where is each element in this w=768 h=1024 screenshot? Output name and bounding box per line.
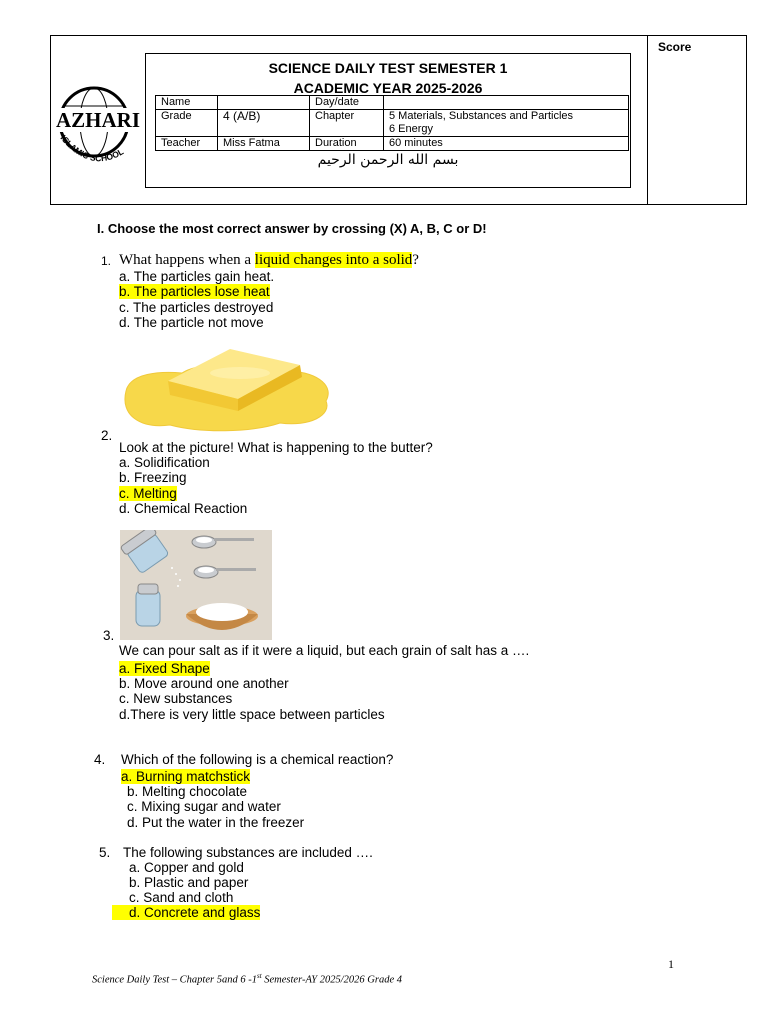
q5-option-b[interactable]: b. Plastic and paper: [129, 875, 249, 890]
question-1-number: 1.: [101, 254, 112, 268]
q5-option-d[interactable]: d. Concrete and glass: [112, 905, 260, 920]
logo-text: AZHARI: [56, 108, 141, 132]
q2-option-a[interactable]: a. Solidification: [119, 455, 210, 470]
question-5-number: 5.: [99, 845, 111, 860]
salt-picture: [120, 530, 272, 640]
daydate-field[interactable]: [384, 96, 629, 110]
footer-prefix: Science Daily Test – Chapter 5and 6 -1: [92, 974, 257, 986]
page-number: 1: [668, 957, 674, 971]
teacher-label: Teacher: [156, 137, 218, 151]
q1-option-b[interactable]: b. The particles lose heat: [119, 284, 270, 299]
question-5-text: The following substances are included ….: [123, 845, 373, 860]
chapter-value-1: 5 Materials, Substances and Particles: [389, 110, 574, 122]
table-row: [156, 96, 629, 110]
question-1-text-before: What happens when a: [119, 252, 255, 268]
section-heading: I. Choose the most correct answer by crossing (X) A, B, C or D!: [97, 221, 487, 236]
q4-option-b[interactable]: b. Melting chocolate: [127, 784, 248, 799]
question-3-number: 3.: [103, 628, 115, 643]
footer-suffix: Semester-AY 2025/2026 Grade 4: [261, 974, 403, 986]
chapter-label: Chapter: [310, 110, 384, 137]
q4-option-c[interactable]: c. Mixing sugar and water: [127, 799, 281, 814]
question-2-number: 2.: [101, 428, 113, 443]
daydate-label: Day/date: [310, 96, 384, 110]
duration-label: Duration: [310, 137, 384, 151]
score-divider: [647, 35, 648, 205]
academic-year: ACADEMIC YEAR 2025-2026: [293, 80, 483, 96]
table-row: [156, 137, 629, 151]
melting-butter-picture: [120, 343, 332, 435]
table-row: [156, 110, 629, 137]
q5-option-c[interactable]: c. Sand and cloth: [129, 890, 234, 905]
duration-value: 60 minutes: [384, 137, 629, 151]
name-label: Name: [156, 96, 218, 110]
chapter-value-2: 6 Energy: [389, 123, 434, 135]
question-1-text-highlight: liquid changes into a solid: [254, 252, 413, 268]
teacher-value: Miss Fatma: [218, 137, 310, 151]
grade-label: Grade: [156, 110, 218, 137]
q5-option-a[interactable]: a. Copper and gold: [129, 860, 244, 875]
q3-option-c[interactable]: c. New substances: [119, 691, 233, 706]
logo-graphic: [50, 72, 146, 182]
q3-option-d[interactable]: d.There is very little space between particles: [119, 707, 385, 722]
q2-option-c[interactable]: c. Melting: [119, 486, 177, 501]
test-title: SCIENCE DAILY TEST SEMESTER 1: [268, 60, 508, 76]
name-field[interactable]: [218, 96, 310, 110]
logo-subtext: ISLAMIC SCHOOL: [58, 132, 126, 164]
q2-option-b[interactable]: b. Freezing: [119, 470, 187, 485]
chapter-value: [384, 110, 629, 137]
question-2-text: Look at the picture! What is happening to the butter?: [119, 440, 433, 455]
basmala: بسم الله الرحمن الرحيم: [317, 152, 459, 168]
q2-option-d[interactable]: d. Chemical Reaction: [119, 501, 248, 516]
q3-option-a[interactable]: a. Fixed Shape: [119, 661, 210, 676]
question-3-text: We can pour salt as if it were a liquid, but each grain of salt has a ….: [119, 643, 530, 658]
q4-option-a[interactable]: a. Burning matchstick: [121, 769, 251, 784]
q1-option-a[interactable]: a. The particles gain heat.: [119, 269, 275, 284]
question-1-text: [119, 253, 419, 268]
student-info-table: [155, 95, 629, 151]
q4-option-d[interactable]: d. Put the water in the freezer: [127, 815, 305, 830]
question-4-text: Which of the following is a chemical reaction?: [121, 752, 394, 767]
score-label: Score: [658, 40, 692, 54]
footer-text: [92, 972, 402, 986]
school-logo: [50, 72, 146, 182]
question-4-number: 4.: [94, 752, 106, 767]
q1-option-c[interactable]: c. The particles destroyed: [119, 300, 274, 315]
footer-superscript: st: [256, 972, 262, 980]
grade-value: 4 (A/B): [218, 110, 310, 137]
question-1-text-after: ?: [412, 252, 419, 268]
q3-option-b[interactable]: b. Move around one another: [119, 676, 289, 691]
q1-option-d[interactable]: d. The particle not move: [119, 315, 264, 330]
